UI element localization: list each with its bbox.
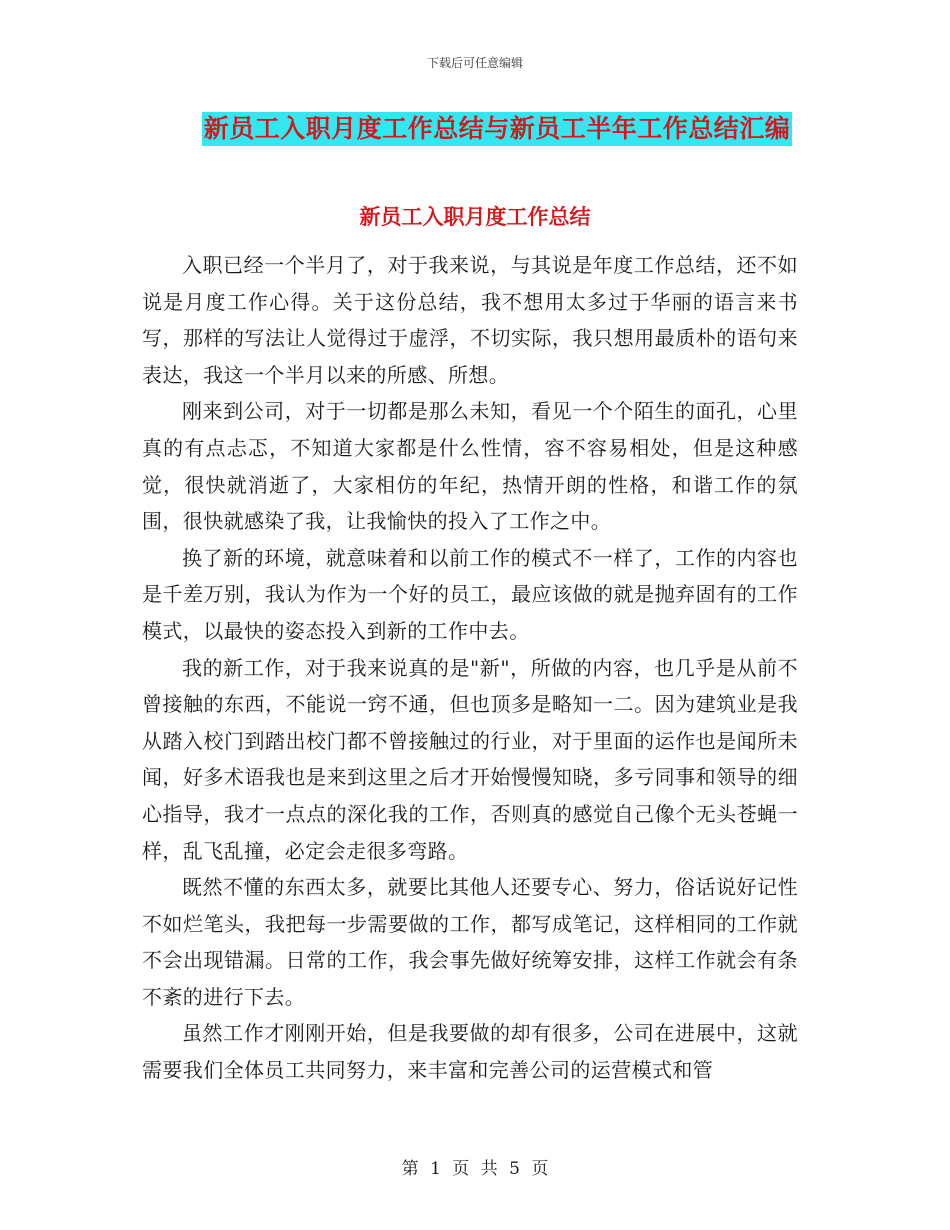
- document-title-container: [0, 112, 950, 146]
- section-title: 新员工入职月度工作总结: [359, 205, 591, 229]
- paragraph: 入职已经一个半月了，对于我来说，与其说是年度工作总结，还不如说是月度工作心得。关于这份总结，我不想用太多过于华丽的语言来书写，那样的写法让人觉得过于虚浮，不切实际，我只想用最质朴的语句来表达，我这一个半月以来的所感、所想。: [142, 253, 798, 387]
- page-header-note: 下载后可任意编辑: [426, 56, 523, 70]
- paragraph: 虽然工作才刚刚开始，但是我要做的却有很多，公司在进展中，这就需要我们全体员工共同努力，来丰富和完善公司的运营模式和管: [142, 1021, 798, 1083]
- paragraph: 既然不懂的东西太多，就要比其他人还要专心、努力，俗话说好记性不如烂笔头，我把每一步需要做的工作，都写成笔记，这样相同的工作就不会出现错漏。日常的工作，我会事先做好统筹安排，这样工作就会有条不紊的进行下去。: [142, 875, 798, 1009]
- paragraph: 刚来到公司，对于一切都是那么未知，看见一个个陌生的面孔，心里真的有点忐忑，不知道大家都是什么性情，容不容易相处，但是这种感觉，很快就消逝了，大家相仿的年纪，热情开朗的性格，和谐工作的氛围，很快就感染了我，让我愉快的投入了工作之中。: [142, 399, 798, 534]
- paragraph: 换了新的环境，就意味着和以前工作的模式不一样了，工作的内容也是千差万别，我认为作为一个好的员工，最应该做的就是抛弃固有的工作模式，以最快的姿态投入到新的工作中去。: [142, 545, 798, 643]
- paragraph: 我的新工作，对于我来说真的是"新"，所做的内容，也几乎是从前不曾接触的东西，不能说一窍不通，但也顶多是略知一二。因为建筑业是我从踏入校门到踏出校门都不曾接触过的行业，对于里面的运作也是闻所未闻，好多术语我也是来到这里之后才开始慢慢知晓，多亏同事和领导的细心指导，我才一点点的深化我的工作，否则真的感觉自己像个无头苍蝇一样，乱飞乱撞，必定会走很多弯路。: [142, 655, 798, 863]
- document-title: 新员工入职月度工作总结与新员工半年工作总结汇编: [202, 112, 793, 146]
- page-number: 第 1 页 共 5 页: [401, 1159, 549, 1179]
- document-body: [142, 247, 798, 1089]
